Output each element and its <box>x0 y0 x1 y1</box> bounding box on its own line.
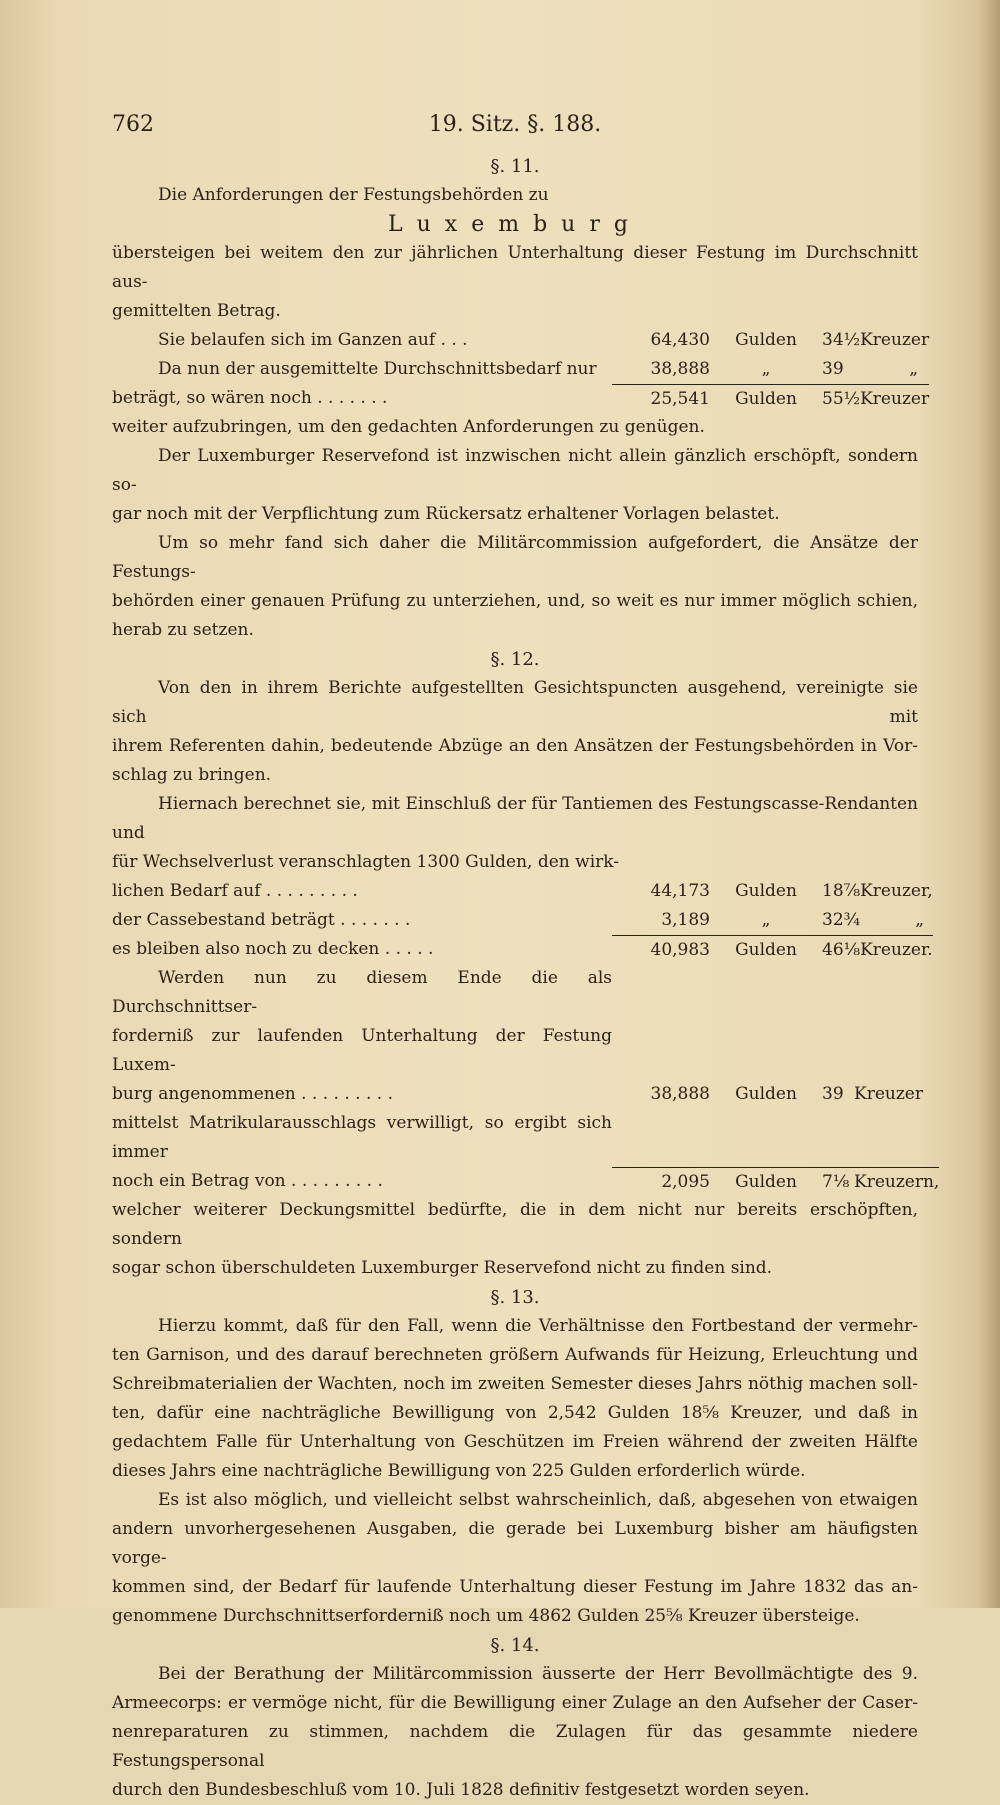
text-line: weiter aufzubringen, um den gedachten Anforderungen zu genügen. <box>112 417 705 437</box>
row-kreuzer-unit: Kreuzer <box>854 1084 923 1104</box>
text-line: ten Garnison, und des darauf berechneten größern Aufwands für Heizung, Erleuchtung und <box>112 1345 918 1365</box>
text-line: für Wechselverlust veranschlagten 1300 Gulden, den wirk- <box>112 852 620 872</box>
row-label: burg angenommenen . . . . . . . . . <box>112 1084 393 1104</box>
text-line: Es ist also möglich, und vielleicht selbst wahrscheinlich, daß, abgesehen von etwaigen <box>158 1490 918 1510</box>
text-line: genommene Durchschnittserforderniß noch um 4862 Gulden 25⅝ Kreuzer übersteige. <box>112 1606 860 1626</box>
page-header <box>112 112 918 142</box>
text-line: behörden einer genauen Prüfung zu unterziehen, und, so weit es nur immer möglich schien, <box>112 591 918 611</box>
row-label: lichen Bedarf auf . . . . . . . . . <box>112 881 358 901</box>
row-amount: 40,983 <box>650 939 710 960</box>
row-kreuzer: 18⅞ <box>822 881 861 901</box>
row-unit: Gulden <box>735 939 797 960</box>
row-label: beträgt, so wären noch . . . . . . . <box>112 388 388 408</box>
row-amount: 64,430 <box>650 330 710 350</box>
row-label: es bleiben also noch zu decken . . . . . <box>112 939 434 959</box>
row-unit: Gulden <box>735 1171 797 1192</box>
text-line: durch den Bundesbeschluß vom 10. Juli 1828 definitiv festgesetzt worden seyen. <box>112 1780 810 1800</box>
row-kreuzer: 46⅛ <box>822 939 861 960</box>
text-line: Hierzu kommt, daß für den Fall, wenn die Verhältnisse den Fortbestand der vermehr- <box>158 1316 918 1336</box>
row-label: Da nun der ausgemittelte Durchschnittsbedarf nur <box>158 359 597 379</box>
text-line: Werden nun zu diesem Ende die als Durchschnittser- <box>112 968 612 1017</box>
page-number: 762 <box>112 112 154 137</box>
section-heading-11: §. 11. <box>490 156 540 177</box>
text-line: schlag zu bringen. <box>112 765 272 785</box>
row-kreuzer-unit: Kreuzern, <box>854 1171 940 1192</box>
row-amount: 44,173 <box>650 881 710 901</box>
row-amount: 3,189 <box>661 910 710 930</box>
text-line: sogar schon überschuldeten Luxemburger Reservefond nicht zu finden sind. <box>112 1258 773 1278</box>
section-11-title-line: Die Anforderungen der Festungsbehörden zu <box>158 185 549 205</box>
text-line: herab zu setzen. <box>112 620 254 640</box>
account-row-total <box>112 1167 940 1196</box>
account-row <box>112 1080 923 1109</box>
row-label: noch ein Betrag von . . . . . . . . . <box>112 1171 383 1191</box>
section-11-place: Luxemburg <box>388 212 642 237</box>
row-amount: 38,888 <box>650 359 710 379</box>
text-line: Um so mehr fand sich daher die Militärcommission aufgefordert, die Ansätze der Festungs- <box>112 533 918 582</box>
row-unit: Gulden <box>735 388 797 409</box>
row-kreuzer-unit: Kreuzer <box>860 330 930 350</box>
row-unit: Gulden <box>735 881 797 901</box>
row-kreuzer: 32¾ <box>822 910 861 930</box>
row-kreuzer-unit: Kreuzer. <box>860 939 933 960</box>
text-line: nenreparaturen zu stimmen, nachdem die Zulagen für das gesammte niedere Festungspersonal <box>112 1722 918 1771</box>
section-heading-13: §. 13. <box>490 1287 540 1308</box>
row-unit: Gulden <box>735 330 797 350</box>
section-heading-14: §. 14. <box>490 1635 540 1656</box>
account-row-total <box>112 384 930 413</box>
account-row <box>112 906 925 935</box>
row-kreuzer-unit: Kreuzer <box>860 388 930 409</box>
row-kreuzer-unit: „ <box>909 359 918 379</box>
row-kreuzer: 39 <box>822 359 844 379</box>
text-line: welcher weiterer Deckungsmittel bedürfte, die in dem nicht nur bereits erschöpften, sondern <box>112 1200 918 1249</box>
row-unit: „ <box>761 910 771 930</box>
text-line: ihrem Referenten dahin, bedeutende Abzüge an den Ansätzen der Festungsbehörden in Vor- <box>112 736 918 756</box>
text-line: übersteigen bei weitem den zur jährlichen Unterhaltung dieser Festung im Durchschnitt aus- <box>112 243 918 292</box>
text-line: mittelst Matrikularausschlags verwilligt, so ergibt sich immer <box>112 1113 612 1162</box>
text-line: gedachtem Falle für Unterhaltung von Geschützen im Freien während der zweiten Hälfte <box>112 1432 918 1452</box>
text-line: Der Luxemburger Reservefond ist inzwischen nicht allein gänzlich erschöpft, sondern so- <box>112 446 918 495</box>
text-line: dieses Jahrs eine nachträgliche Bewilligung von 225 Gulden erforderlich würde. <box>112 1461 806 1481</box>
text-line: gemittelten Betrag. <box>112 301 281 321</box>
text-line: ten, dafür eine nachträgliche Bewilligung von 2,542 Gulden 18⅝ Kreuzer, und daß in <box>112 1403 918 1423</box>
row-kreuzer: 7⅛ <box>822 1171 850 1192</box>
text-line: forderniß zur laufenden Unterhaltung der Festung Luxem- <box>112 1026 612 1075</box>
text-line: Hiernach berechnet sie, mit Einschluß der für Tantiemen des Festungscasse-Rendanten und <box>112 794 918 843</box>
row-amount: 2,095 <box>661 1171 710 1192</box>
text-line: Schreibmaterialien der Wachten, noch im zweiten Semester dieses Jahrs nöthig machen soll- <box>112 1374 918 1394</box>
account-row <box>112 355 918 384</box>
row-unit: Gulden <box>735 1084 797 1104</box>
text-line: Bei der Berathung der Militärcommission äusserte der Herr Bevollmächtigte des 9. <box>158 1664 918 1684</box>
row-kreuzer-unit: „ <box>915 910 925 930</box>
row-amount: 25,541 <box>650 388 710 409</box>
page-edge-shadow <box>978 0 1000 1608</box>
row-label: Sie belaufen sich im Ganzen auf . . . <box>158 330 468 350</box>
row-kreuzer: 55½ <box>822 388 861 409</box>
text-column <box>112 152 940 1805</box>
row-label: der Cassebestand beträgt . . . . . . . <box>112 910 411 930</box>
text-line: kommen sind, der Bedarf für laufende Unterhaltung dieser Festung im Jahre 1832 das an- <box>112 1577 918 1597</box>
row-kreuzer-unit: Kreuzer, <box>860 881 933 901</box>
account-row-total <box>112 935 933 964</box>
account-row <box>112 877 933 906</box>
account-row <box>112 326 930 355</box>
row-amount: 38,888 <box>650 1084 710 1104</box>
text-line: andern unvorhergesehenen Ausgaben, die gerade bei Luxemburg bisher am häufigsten vorge- <box>112 1519 918 1568</box>
text-line: Von den in ihrem Berichte aufgestellten Gesichtspuncten ausgehend, vereinigte sie sich mit <box>112 678 918 727</box>
row-kreuzer: 34½ <box>822 330 861 350</box>
row-kreuzer: 39 <box>822 1084 844 1104</box>
section-heading-12: §. 12. <box>490 649 540 670</box>
text-line: gar noch mit der Verpflichtung zum Rückersatz erhaltener Vorlagen belastet. <box>112 504 780 524</box>
text-line: Armeecorps: er vermöge nicht, für die Bewilligung einer Zulage an den Aufseher der Caser- <box>112 1693 918 1713</box>
row-unit: „ <box>761 359 771 379</box>
running-head: 19. Sitz. §. 188. <box>428 112 602 137</box>
